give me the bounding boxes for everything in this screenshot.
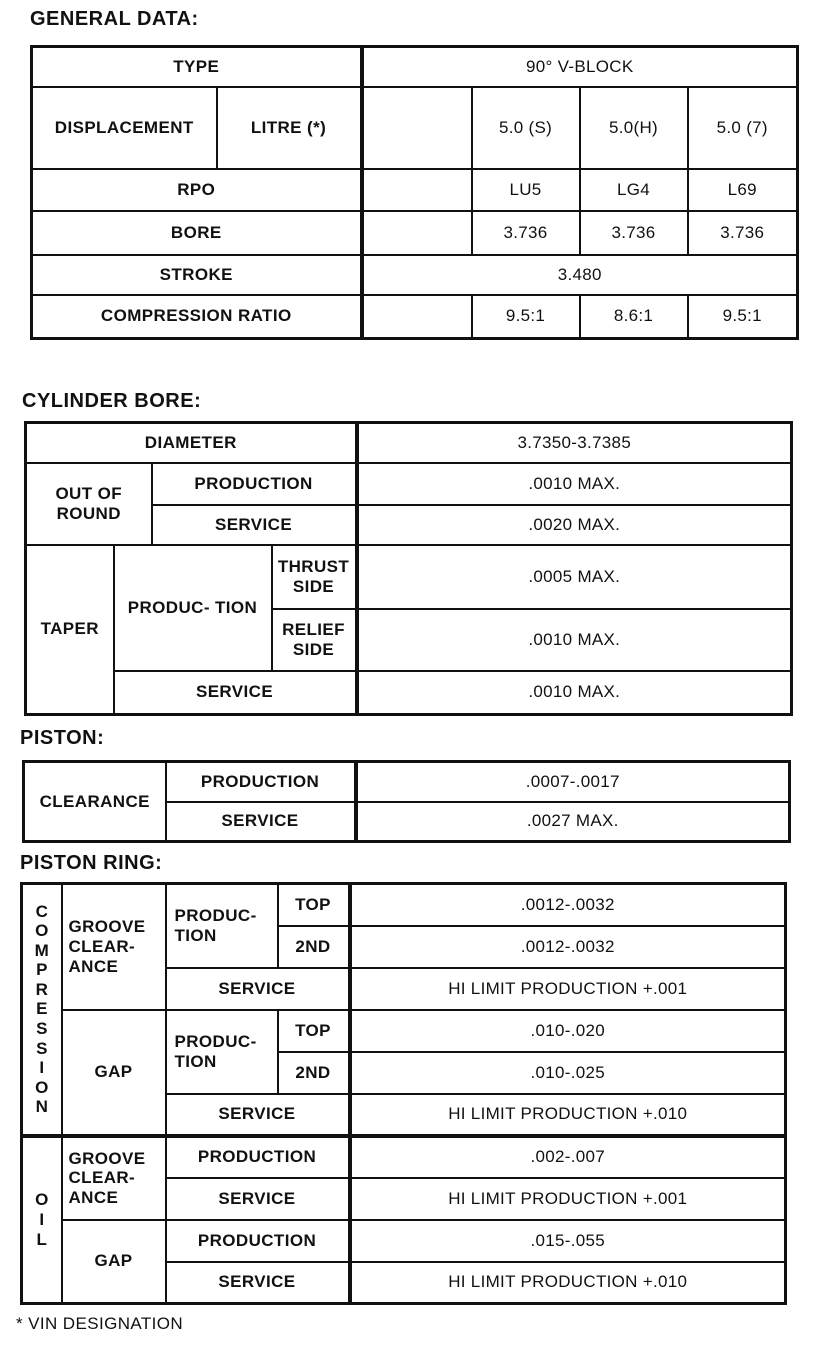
oor-service-label: SERVICE	[152, 505, 357, 545]
rpo-value: L69	[688, 169, 798, 211]
taper-service-value: .0010 MAX.	[357, 671, 792, 715]
oor-production-value: .0010 MAX.	[357, 463, 792, 505]
comp-gap-production-label: PRODUC- TION	[166, 1010, 278, 1094]
diameter-value: 3.7350-3.7385	[357, 423, 792, 463]
oil-gap-production-value: .015-.055	[350, 1220, 786, 1262]
general-data-heading: GENERAL DATA:	[30, 8, 199, 30]
bore-value: 3.736	[472, 211, 580, 255]
litre-value: 5.0(H)	[580, 87, 688, 169]
comp-gap-2nd-label: 2ND	[278, 1052, 350, 1094]
rpo-label: RPO	[32, 169, 362, 211]
thrust-side-value: .0005 MAX.	[357, 545, 792, 609]
comp-groove-clearance-label: GROOVE CLEAR- ANCE	[62, 884, 166, 1010]
displacement-label: DISPLACEMENT	[32, 87, 217, 169]
comp-gap-label: GAP	[62, 1010, 166, 1136]
comp-groove-2nd-value: .0012-.0032	[350, 926, 786, 968]
comp-gap-service-label: SERVICE	[166, 1094, 350, 1136]
clearance-label: CLEARANCE	[24, 762, 166, 842]
compression-vertical-label: C O M P R E S S I O N	[22, 884, 62, 1136]
stroke-label: STROKE	[32, 255, 362, 295]
comp-gap-2nd-value: .010-.025	[350, 1052, 786, 1094]
compression-ratio-value: 8.6:1	[580, 295, 688, 339]
cylinder-bore-table	[24, 421, 793, 716]
comp-groove-production-label: PRODUC- TION	[166, 884, 278, 968]
oil-groove-service-value: HI LIMIT PRODUCTION +.001	[350, 1178, 786, 1220]
oil-vertical-label: O I L	[22, 1136, 62, 1304]
compression-ratio-value: 9.5:1	[472, 295, 580, 339]
piston-production-value: .0007-.0017	[356, 762, 790, 802]
general-data-table	[30, 45, 799, 340]
comp-groove-service-label: SERVICE	[166, 968, 350, 1010]
comp-groove-top-label: TOP	[278, 884, 350, 926]
relief-side-label: RELIEF SIDE	[272, 609, 357, 671]
rpo-value: LG4	[580, 169, 688, 211]
type-label: TYPE	[32, 47, 362, 87]
bore-label: BORE	[32, 211, 362, 255]
compression-ratio-label: COMPRESSION RATIO	[32, 295, 362, 339]
piston-service-value: .0027 MAX.	[356, 802, 790, 842]
empty-cell	[362, 211, 472, 255]
type-value: 90° V-BLOCK	[362, 47, 798, 87]
piston-heading: PISTON:	[20, 727, 105, 749]
piston-production-label: PRODUCTION	[166, 762, 356, 802]
oil-gap-service-value: HI LIMIT PRODUCTION +.010	[350, 1262, 786, 1304]
taper-production-label: PRODUC- TION	[114, 545, 272, 671]
oil-gap-production-label: PRODUCTION	[166, 1220, 350, 1262]
comp-groove-service-value: HI LIMIT PRODUCTION +.001	[350, 968, 786, 1010]
litre-value: 5.0 (S)	[472, 87, 580, 169]
litre-label: LITRE (*)	[217, 87, 362, 169]
oil-groove-production-label: PRODUCTION	[166, 1136, 350, 1178]
piston-service-label: SERVICE	[166, 802, 356, 842]
taper-service-label: SERVICE	[114, 671, 357, 715]
comp-gap-top-value: .010-.020	[350, 1010, 786, 1052]
comp-gap-service-value: HI LIMIT PRODUCTION +.010	[350, 1094, 786, 1136]
piston-ring-heading: PISTON RING:	[20, 852, 163, 874]
oil-groove-clearance-label: GROOVE CLEAR- ANCE	[62, 1136, 166, 1220]
oil-gap-label: GAP	[62, 1220, 166, 1304]
piston-table	[22, 760, 791, 843]
diameter-label: DIAMETER	[26, 423, 357, 463]
litre-value: 5.0 (7)	[688, 87, 798, 169]
empty-cell	[362, 169, 472, 211]
piston-ring-table	[20, 882, 787, 1305]
oil-groove-production-value: .002-.007	[350, 1136, 786, 1178]
oor-production-label: PRODUCTION	[152, 463, 357, 505]
relief-side-value: .0010 MAX.	[357, 609, 792, 671]
vin-designation-footnote: * VIN DESIGNATION	[16, 1314, 184, 1333]
compression-ratio-value: 9.5:1	[688, 295, 798, 339]
out-of-round-label: OUT OF ROUND	[26, 463, 152, 545]
thrust-side-label: THRUST SIDE	[272, 545, 357, 609]
oil-gap-service-label: SERVICE	[166, 1262, 350, 1304]
stroke-value: 3.480	[362, 255, 798, 295]
rpo-value: LU5	[472, 169, 580, 211]
oor-service-value: .0020 MAX.	[357, 505, 792, 545]
comp-gap-top-label: TOP	[278, 1010, 350, 1052]
empty-cell	[362, 87, 472, 169]
comp-groove-2nd-label: 2ND	[278, 926, 350, 968]
comp-groove-top-value: .0012-.0032	[350, 884, 786, 926]
bore-value: 3.736	[580, 211, 688, 255]
cylinder-bore-heading: CYLINDER BORE:	[22, 390, 202, 412]
oil-groove-service-label: SERVICE	[166, 1178, 350, 1220]
empty-cell	[362, 295, 472, 339]
taper-label: TAPER	[26, 545, 114, 715]
bore-value: 3.736	[688, 211, 798, 255]
